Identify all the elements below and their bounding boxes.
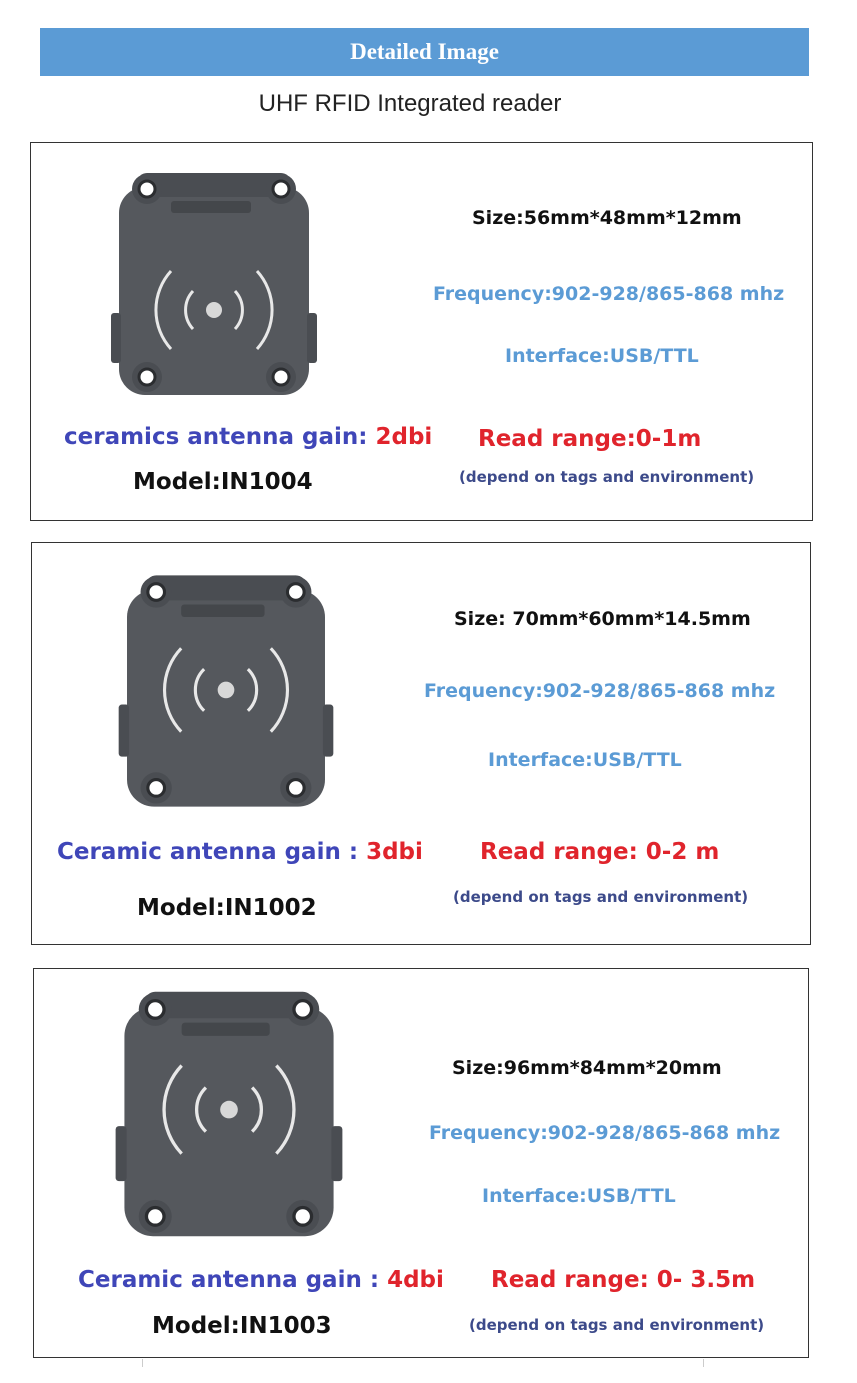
rfid-reader-image: [114, 567, 338, 815]
antenna-gain-value: 3dbi: [366, 839, 423, 865]
antenna-gain: [57, 839, 423, 865]
size-spec: Size: 70mm*60mm*14.5mm: [454, 608, 751, 630]
frequency-spec: Frequency:902-928/865-868 mhz: [433, 283, 785, 305]
antenna-gain-label: Ceramic antenna gain :: [78, 1267, 388, 1293]
range-note: (depend on tags and environment): [459, 468, 755, 486]
product-card-in1002: [31, 542, 811, 945]
model-number: Model:IN1003: [152, 1313, 332, 1339]
range-note: (depend on tags and environment): [453, 888, 749, 906]
page-subtitle: UHF RFID Integrated reader: [258, 90, 562, 117]
frequency-spec: Frequency:902-928/865-868 mhz: [429, 1122, 781, 1144]
rfid-reader-image: [104, 983, 354, 1245]
antenna-gain: [78, 1267, 444, 1293]
antenna-gain: [64, 424, 432, 450]
model-number: Model:IN1004: [133, 469, 313, 495]
antenna-gain-label: Ceramic antenna gain :: [57, 839, 367, 865]
read-range: Read range: 0-2 m: [480, 839, 720, 865]
antenna-gain-value: 2dbi: [375, 424, 433, 450]
size-spec: Size:96mm*84mm*20mm: [452, 1057, 722, 1079]
header-banner: [40, 28, 809, 76]
interface-spec: Interface:USB/TTL: [505, 345, 699, 367]
footer-tick-left: [142, 1359, 143, 1367]
footer-tick-right: [703, 1359, 704, 1367]
interface-spec: Interface:USB/TTL: [488, 749, 682, 771]
product-card-in1004: [30, 142, 813, 521]
product-card-in1003: [33, 968, 809, 1358]
read-range: Read range: 0- 3.5m: [491, 1267, 756, 1293]
size-spec: Size:56mm*48mm*12mm: [472, 207, 742, 229]
banner-title: Detailed Image: [350, 39, 499, 64]
frequency-spec: Frequency:902-928/865-868 mhz: [424, 680, 776, 702]
range-note: (depend on tags and environment): [469, 1316, 765, 1334]
read-range: Read range:0-1m: [478, 426, 702, 452]
interface-spec: Interface:USB/TTL: [482, 1185, 676, 1207]
rfid-reader-image: [109, 165, 319, 403]
antenna-gain-value: 4dbi: [387, 1267, 444, 1293]
antenna-gain-label: ceramics antenna gain:: [64, 424, 376, 450]
model-number: Model:IN1002: [137, 895, 317, 921]
